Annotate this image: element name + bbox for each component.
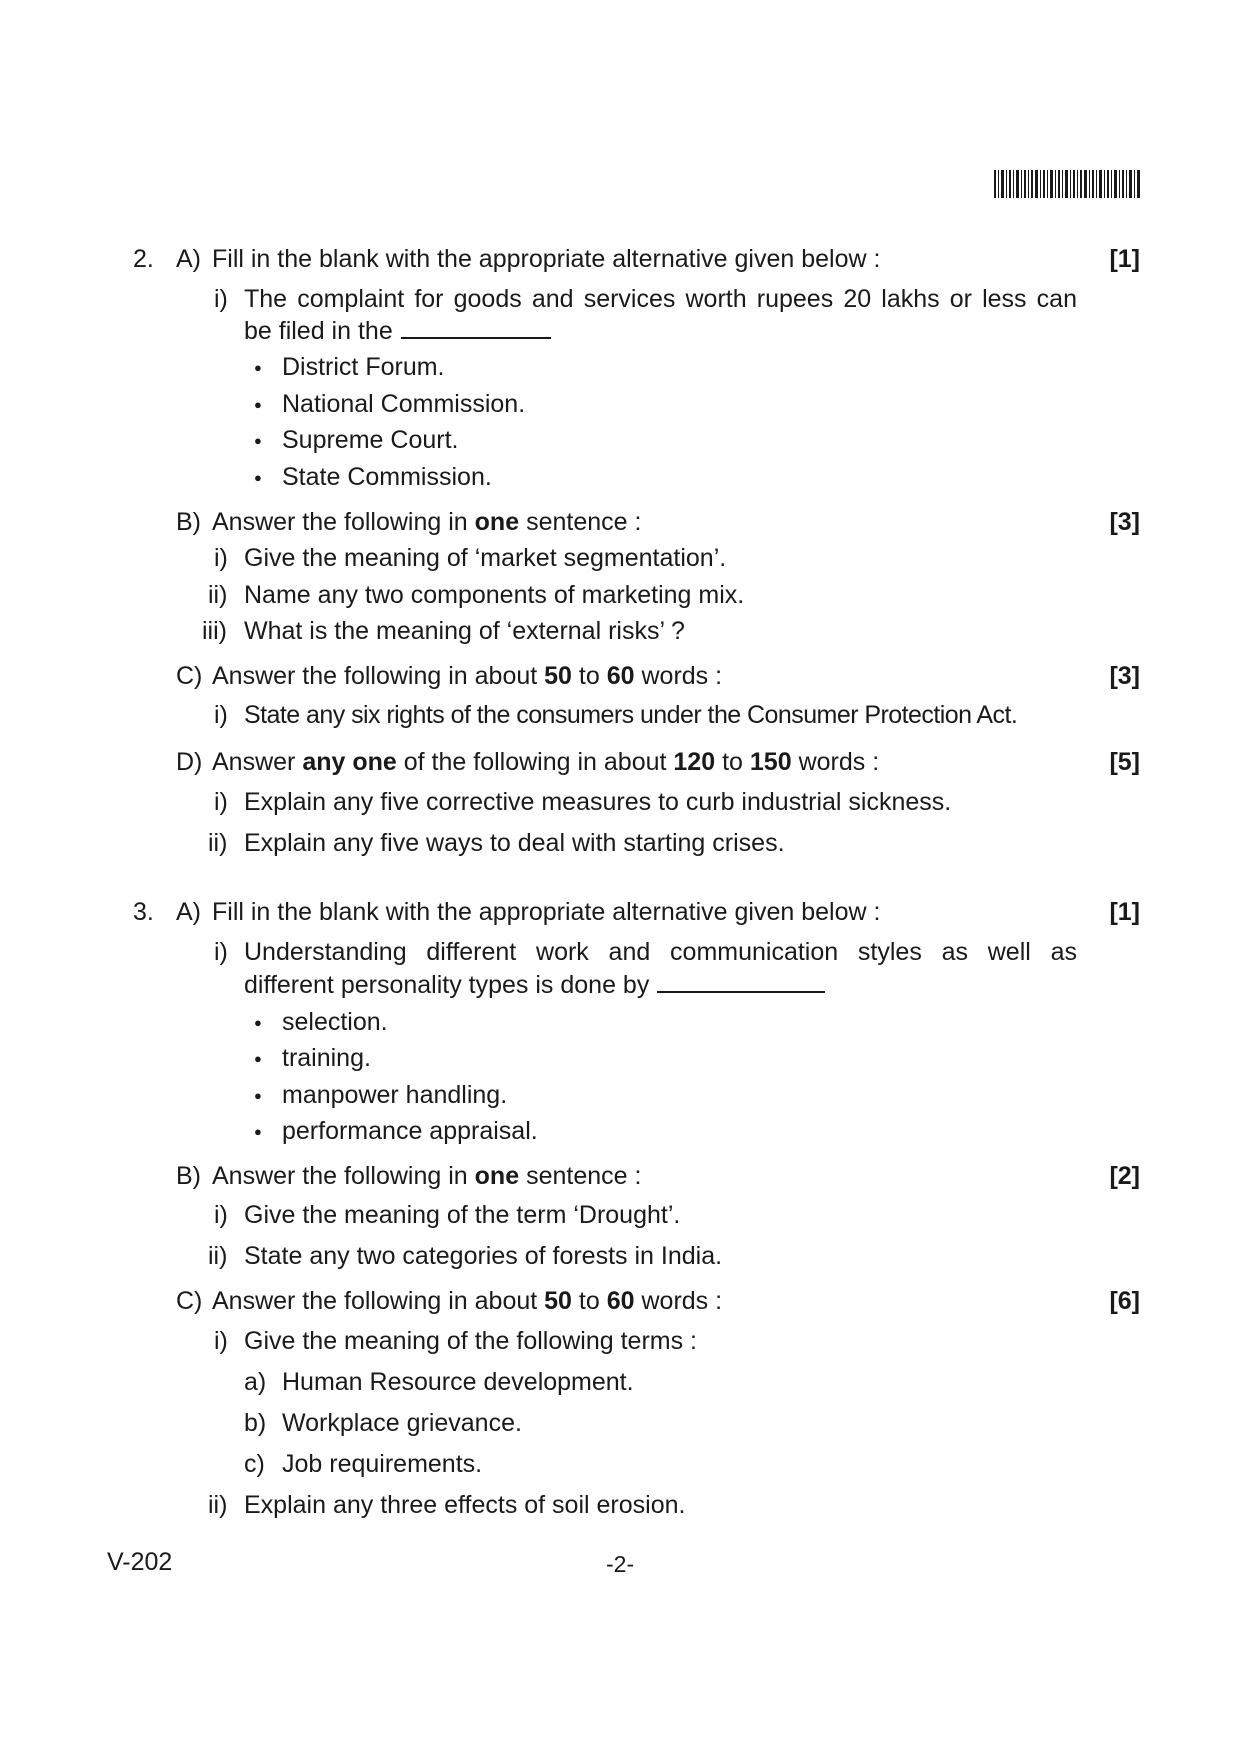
- question-number: 2.: [133, 245, 154, 273]
- item-text-line: Understanding different work and communication styles as well as: [244, 938, 1077, 966]
- option-item: ● Supreme Court.: [282, 425, 458, 455]
- part-label: B): [176, 1162, 201, 1190]
- prompt-emphasis: 120: [673, 748, 716, 776]
- item-number: i): [214, 701, 228, 729]
- prompt-emphasis: any one: [302, 748, 397, 776]
- prompt-text: words :: [798, 748, 880, 776]
- prompt-text: Answer the following in about: [212, 1287, 538, 1315]
- prompt-text: Answer the following in: [212, 508, 468, 536]
- part-prompt: [212, 661, 722, 691]
- item-text-line: [244, 316, 551, 346]
- marks: [6]: [1109, 1287, 1140, 1315]
- item-text-part: different personality types is done by: [244, 971, 650, 999]
- marks: [3]: [1109, 508, 1140, 536]
- part-prompt: [212, 1161, 641, 1191]
- subitem-text: Job requirements.: [282, 1450, 483, 1478]
- marks: [3]: [1109, 662, 1140, 690]
- marks: [1]: [1109, 898, 1140, 926]
- subitem-text: Human Resource development.: [282, 1368, 634, 1396]
- subitem-number: b): [244, 1409, 267, 1437]
- prompt-emphasis: 60: [606, 1287, 635, 1315]
- item-number: i): [214, 285, 228, 313]
- part-label: C): [176, 662, 203, 690]
- item-number: ii): [208, 1242, 228, 1270]
- item-text: [244, 937, 1077, 967]
- fill-blank: [657, 971, 825, 993]
- item-text-line: [244, 970, 825, 1000]
- part-prompt: Fill in the blank with the appropriate alternative given below :: [212, 245, 881, 273]
- item-text: State any two categories of forests in India.: [244, 1242, 723, 1270]
- item-number: i): [214, 1327, 228, 1355]
- item-number: i): [214, 788, 228, 816]
- prompt-emphasis: 60: [606, 662, 635, 690]
- part-label: A): [176, 245, 201, 273]
- option-item: ● training.: [282, 1043, 371, 1073]
- prompt-text: to: [578, 1287, 600, 1315]
- item-text: Give the meaning of ‘market segmentation’.: [244, 544, 727, 572]
- part-prompt: [212, 747, 879, 777]
- option-item: ● performance appraisal.: [282, 1116, 538, 1146]
- fill-blank: [401, 317, 551, 339]
- part-prompt: [212, 507, 641, 537]
- prompt-text: to: [722, 748, 743, 776]
- prompt-text: words :: [641, 1287, 723, 1315]
- option-item: ● District Forum.: [282, 352, 445, 382]
- prompt-text: of the following in about: [403, 748, 667, 776]
- item-text: Give the meaning of the following terms :: [244, 1327, 698, 1355]
- part-label: D): [176, 748, 203, 776]
- part-label: C): [176, 1287, 203, 1315]
- part-label: A): [176, 898, 201, 926]
- prompt-text: Answer the following in: [212, 1162, 468, 1190]
- option-item: ● National Commission.: [282, 389, 525, 419]
- item-text: Name any two components of marketing mix.: [244, 581, 745, 609]
- item-number: iii): [202, 617, 227, 645]
- item-text: State any six rights of the consumers under the Consumer Protection Act.: [244, 701, 1018, 729]
- item-number: i): [214, 938, 228, 966]
- item-number: i): [214, 1201, 228, 1229]
- option-item: ● State Commission.: [282, 462, 492, 492]
- option-item: ● selection.: [282, 1007, 388, 1037]
- prompt-emphasis: one: [474, 508, 520, 536]
- question-number: 3.: [133, 898, 154, 926]
- prompt-text: to: [578, 662, 600, 690]
- page-number: -2-: [606, 1551, 635, 1577]
- part-prompt: [212, 1286, 722, 1316]
- marks: [5]: [1109, 748, 1140, 776]
- item-text: Explain any five ways to deal with starting crises.: [244, 829, 785, 857]
- prompt-emphasis: 150: [749, 748, 792, 776]
- item-text: Explain any five corrective measures to curb industrial sickness.: [244, 788, 952, 816]
- item-number: ii): [208, 1491, 228, 1519]
- subitem-number: a): [244, 1368, 267, 1396]
- subitem-number: c): [244, 1450, 265, 1478]
- item-text: Give the meaning of the term ‘Drought’.: [244, 1201, 681, 1229]
- prompt-text: Answer the following in about: [212, 662, 538, 690]
- item-number: ii): [208, 581, 228, 609]
- barcode-image: [994, 170, 1140, 198]
- prompt-emphasis: 50: [544, 1287, 572, 1315]
- subitem-text: Workplace grievance.: [282, 1409, 522, 1437]
- item-number: ii): [208, 829, 228, 857]
- prompt-text: sentence :: [526, 1162, 642, 1190]
- marks: [2]: [1109, 1162, 1140, 1190]
- prompt-text: words :: [641, 662, 723, 690]
- prompt-text: Answer: [212, 748, 296, 776]
- prompt-emphasis: 50: [544, 662, 572, 690]
- item-text: Explain any three effects of soil erosion.: [244, 1491, 686, 1519]
- marks: [1]: [1109, 245, 1140, 273]
- part-label: B): [176, 508, 201, 536]
- item-text-part: be filed in the: [244, 317, 393, 345]
- prompt-text: sentence :: [526, 508, 642, 536]
- item-text-line: The complaint for goods and services worth rupees 20 lakhs or less can: [244, 285, 1077, 313]
- paper-code: V-202: [107, 1548, 173, 1576]
- prompt-emphasis: one: [474, 1162, 520, 1190]
- item-text: What is the meaning of ‘external risks’ ?: [244, 617, 685, 645]
- item-text: [244, 284, 1077, 314]
- option-item: ● manpower handling.: [282, 1080, 507, 1110]
- item-number: i): [214, 544, 228, 572]
- part-prompt: Fill in the blank with the appropriate alternative given below :: [212, 898, 881, 926]
